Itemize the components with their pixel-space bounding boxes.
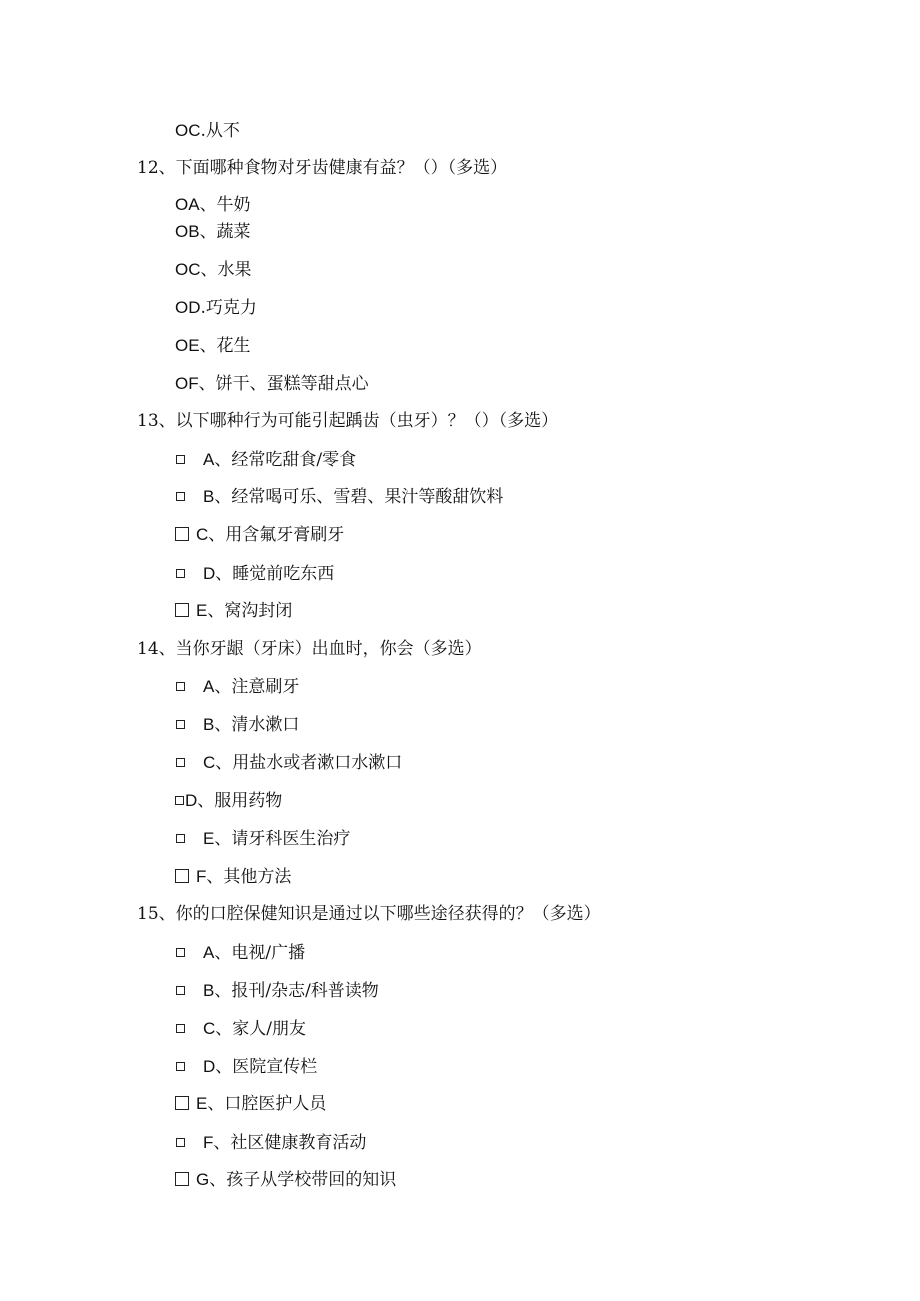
- option-q15-a[interactable]: [175, 942, 305, 964]
- checkbox-icon[interactable]: [175, 1096, 189, 1110]
- option-prev-c[interactable]: [175, 120, 240, 142]
- option-prefix: OF: [175, 374, 199, 393]
- option-q13-d[interactable]: [175, 563, 334, 585]
- option-letter: D: [203, 1057, 216, 1076]
- option-letter: B: [203, 715, 215, 734]
- option-prefix: OB: [175, 222, 200, 241]
- option-text: 、注意刷牙: [214, 677, 300, 697]
- checkbox-icon[interactable]: [176, 720, 185, 729]
- option-q14-e[interactable]: [175, 828, 350, 850]
- option-q12-c[interactable]: [175, 259, 252, 281]
- question-14-title: 14、当你牙龈（牙床）出血时，你会（多选）: [137, 639, 482, 659]
- option-text: 、电视/广播: [214, 943, 306, 963]
- option-text: 、清水漱口: [214, 715, 300, 735]
- option-letter: B: [203, 487, 215, 506]
- option-letter: C: [203, 753, 216, 772]
- option-letter: C: [196, 525, 209, 544]
- option-q13-c[interactable]: [175, 524, 344, 546]
- option-q14-f[interactable]: [175, 866, 291, 888]
- option-text: 、经常喝可乐、雪碧、果汁等酸甜饮料: [214, 487, 504, 507]
- checkbox-icon[interactable]: [175, 603, 189, 617]
- option-text: 、窝沟封闭: [207, 601, 293, 621]
- option-q15-f[interactable]: [175, 1132, 366, 1154]
- option-q15-e[interactable]: [175, 1093, 326, 1115]
- option-text: 、口腔医护人员: [207, 1094, 327, 1114]
- option-text: 、用盐水或者漱口水漱口: [215, 753, 403, 773]
- option-text: 、用含氟牙膏刷牙: [208, 525, 345, 545]
- option-letter: F: [196, 867, 207, 886]
- option-text: .巧克力: [200, 298, 257, 318]
- checkbox-icon[interactable]: [176, 758, 185, 767]
- checkbox-icon[interactable]: [176, 492, 185, 501]
- option-letter: B: [203, 981, 215, 1000]
- checkbox-icon[interactable]: [175, 1172, 189, 1186]
- option-q12-a[interactable]: [175, 194, 251, 216]
- checkbox-icon[interactable]: [176, 455, 185, 464]
- option-q12-f[interactable]: [175, 373, 369, 395]
- checkbox-icon[interactable]: [176, 986, 185, 995]
- option-q14-b[interactable]: [175, 714, 299, 736]
- option-text: 、牛奶: [199, 195, 251, 215]
- checkbox-icon[interactable]: [175, 796, 184, 805]
- question-13-title: 13、以下哪种行为可能引起踽齿（虫牙）？（）（多选）: [137, 411, 559, 431]
- option-prefix: OE: [175, 336, 200, 355]
- option-q14-a[interactable]: [175, 676, 299, 698]
- option-q13-a[interactable]: [175, 449, 356, 471]
- option-text: 、饼干、蛋糕等甜点心: [198, 374, 369, 394]
- option-letter: D: [203, 564, 216, 583]
- option-text: 、医院宣传栏: [215, 1057, 318, 1077]
- option-prefix: OC: [175, 121, 201, 140]
- option-letter: D: [185, 791, 198, 810]
- option-q15-d[interactable]: [175, 1056, 317, 1078]
- option-prefix: OC: [175, 260, 201, 279]
- option-q12-b[interactable]: [175, 221, 251, 243]
- checkbox-icon[interactable]: [176, 1062, 185, 1071]
- checkbox-icon[interactable]: [176, 1024, 185, 1033]
- option-q12-d[interactable]: [175, 297, 257, 319]
- option-text: 、经常吃甜食/零食: [214, 450, 357, 470]
- option-letter: C: [203, 1019, 216, 1038]
- option-q14-d[interactable]: [175, 790, 282, 812]
- option-letter: E: [203, 829, 215, 848]
- option-prefix: OA: [175, 195, 200, 214]
- option-letter: A: [203, 450, 215, 469]
- checkbox-icon[interactable]: [176, 569, 185, 578]
- option-text: .从不: [200, 121, 240, 141]
- option-q15-b[interactable]: [175, 980, 379, 1002]
- checkbox-icon[interactable]: [176, 1138, 185, 1147]
- option-text: 、花生: [199, 336, 251, 356]
- option-text: 、其他方法: [206, 867, 292, 887]
- checkbox-icon[interactable]: [175, 869, 189, 883]
- option-text: 、请牙科医生治疗: [214, 829, 351, 849]
- option-text: 、睡觉前吃东西: [215, 564, 335, 584]
- option-q12-e[interactable]: [175, 335, 251, 357]
- option-letter: E: [196, 1094, 208, 1113]
- checkbox-icon[interactable]: [176, 682, 185, 691]
- option-text: 、孩子从学校带回的知识: [209, 1170, 397, 1190]
- option-q13-e[interactable]: [175, 600, 292, 622]
- checkbox-icon[interactable]: [176, 834, 185, 843]
- option-q14-c[interactable]: [175, 752, 402, 774]
- option-prefix: OD: [175, 298, 201, 317]
- checkbox-icon[interactable]: [176, 948, 185, 957]
- option-text: 、社区健康教育活动: [213, 1133, 367, 1153]
- question-12-title: 12、下面哪种食物对牙齿健康有益？（）（多选）: [137, 158, 508, 178]
- question-15-title: 15、你的口腔保健知识是通过以下哪些途径获得的？（多选）: [137, 904, 601, 924]
- option-q15-c[interactable]: [175, 1018, 306, 1040]
- option-letter: G: [196, 1170, 210, 1189]
- option-text: 、水果: [200, 260, 252, 280]
- option-text: 、服用药物: [197, 791, 283, 811]
- option-letter: A: [203, 677, 215, 696]
- option-text: 、报刊/杂志/科普读物: [214, 981, 379, 1001]
- option-letter: A: [203, 943, 215, 962]
- option-letter: E: [196, 601, 208, 620]
- option-q15-g[interactable]: [175, 1169, 396, 1191]
- checkbox-icon[interactable]: [175, 527, 189, 541]
- option-q13-b[interactable]: [175, 486, 503, 508]
- option-text: 、蔬菜: [199, 222, 251, 242]
- option-text: 、家人/朋友: [215, 1019, 307, 1039]
- option-letter: F: [203, 1133, 214, 1152]
